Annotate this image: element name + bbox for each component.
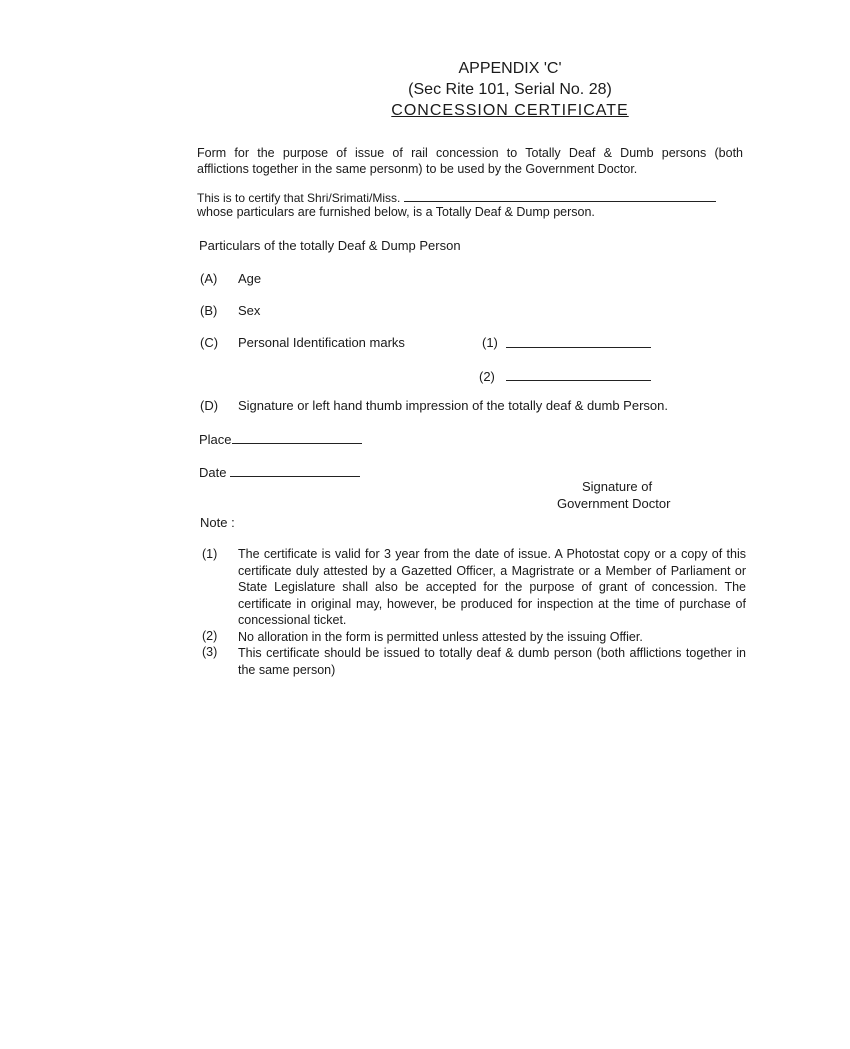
signature-line-1: Signature of (582, 479, 653, 494)
title-text: CONCESSION CERTIFICATE (391, 102, 629, 119)
marker-c: (C) (200, 335, 219, 350)
age-label: Age (238, 271, 262, 286)
marker-b: (B) (200, 303, 218, 318)
sex-label: Sex (238, 303, 261, 318)
note-3-marker: (3) (202, 645, 218, 659)
date-row (199, 464, 360, 480)
certify-line-2: whose particulars are furnished below, is a Totally Deaf & Dump person. (197, 205, 595, 219)
particulars-heading: Particulars of the totally Deaf & Dump Person (199, 238, 461, 253)
note-heading: Note : (200, 515, 235, 530)
intro-line-1: Form for the purpose of issue of rail concession to Totally Deaf & Dumb persons (both (197, 146, 743, 160)
intro-line-2: afflictions together in the same personm) to be used by the Government Doctor. (197, 162, 638, 176)
place-field[interactable] (232, 431, 362, 444)
date-label: Date (199, 465, 227, 480)
signature-thumb-label: Signature or left hand thumb impression of the totally deaf & dumb Person. (238, 398, 668, 413)
date-field[interactable] (230, 464, 360, 477)
note-1-text: The certificate is valid for 3 year from the date of issue. A Photostat copy or a copy of this certificate duly attested by a Gazetted Officer, a Magristrate or a Member of Parliament or State Legislature shall also be accepted for the purpose of grant of concession. The certificate in original may, however, be produced for inspection at the time of purchase of concessional ticket. (238, 547, 746, 627)
note-2-marker: (2) (202, 629, 218, 643)
note-3-text: This certificate should be issued to totally deaf & dumb person (both afflictions together in the same person) (238, 646, 746, 677)
page-title (0, 102, 850, 120)
marker-a: (A) (200, 271, 218, 286)
signature-line-2: Government Doctor (557, 496, 671, 511)
name-field[interactable] (404, 189, 716, 202)
place-label: Place (199, 432, 232, 447)
mark-1-field[interactable] (506, 335, 651, 348)
appendix-label: APPENDIX 'C' (458, 60, 562, 77)
place-row (199, 431, 362, 447)
identification-marks-label: Personal Identification marks (238, 335, 405, 350)
mark-2-field[interactable] (506, 368, 651, 381)
note-1-marker: (1) (202, 547, 218, 561)
section-reference: (Sec Rite 101, Serial No. 28) (408, 81, 612, 98)
certify-line (197, 189, 716, 205)
mark-2-label: (2) (479, 369, 495, 384)
mark-1-label: (1) (482, 335, 498, 350)
note-2-text: No alloration in the form is permitted unless attested by the issuing Offier. (238, 630, 643, 644)
marker-d: (D) (200, 398, 219, 413)
certify-text: This is to certify that Shri/Srimati/Miss. (197, 191, 401, 205)
